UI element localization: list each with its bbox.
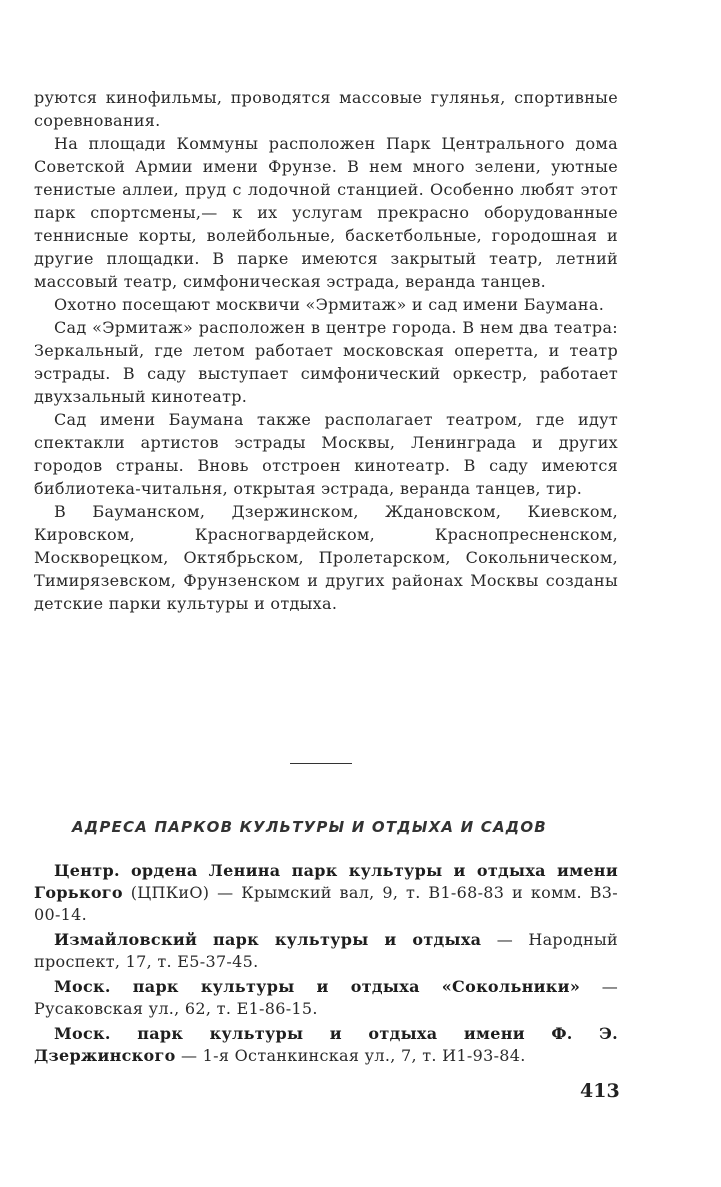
park-name: Моск. парк культуры и отдыха имени Ф. Э. Дзержинского (34, 1024, 618, 1065)
park-name: Центр. ордена Ленина парк культуры и отдыха имени Горького (34, 861, 618, 902)
park-address: (ЦПКиО) — Крымский вал, 9, т. В1-68-83 и комм. В3-00-14. (34, 883, 618, 924)
park-address: — Русаковская ул., 62, т. Е1-86-15. (34, 977, 618, 1018)
paragraph-visitors: Охотно посещают москвичи «Эрмитаж» и сад имени Баумана. (54, 295, 605, 314)
section-divider (290, 763, 352, 764)
body-text (34, 86, 618, 615)
address-entry (34, 1023, 618, 1067)
section-heading: АДРЕСА ПАРКОВ КУЛЬТУРЫ И ОТДЫХА И САДОВ (72, 818, 547, 836)
park-address: — Народный проспект, 17, т. Е5-37-45. (34, 930, 619, 971)
park-address: — 1-я Останкинская ул., 7, т. И1-93-84. (180, 1046, 526, 1065)
address-list (34, 860, 618, 1070)
address-entry (34, 929, 618, 973)
paragraph-frunze-park: На площади Коммуны расположен Парк Центрального дома Советской Армии имени Фрунзе. В нем много зелени, уютные тенистые аллеи, пруд с лодочной станцией. Особенно любят этот парк спортсмены,— к их услугам прекрасно оборудованные теннисные корты, волейбольные, баскетбольные, городошная и другие площадки. В парке имеются закрытый театр, летний массовый театр, симфоническая эстрада, веранда танцев. (34, 134, 618, 291)
paragraph-childrens-parks: В Бауманском, Дзержинском, Ждановском, Киевском, Кировском, Красногвардейском, Краснопресненском, Москворецком, Октябрьском, Пролетарском, Сокольническом, Тимирязевском, Фрунзенском и других районах Москвы созданы детские парки культуры и отдыха. (34, 502, 618, 613)
page-number: 413 (580, 1080, 620, 1102)
paragraph-bauman-garden: Сад имени Баумана также располагает театром, где идут спектакли артистов эстрады Москвы, Ленинграда и других городов страны. Вновь отстроен кинотеатр. В саду имеются библиотека-читальня, открытая эстрада, веранда танцев, тир. (34, 410, 618, 498)
address-entry (34, 976, 618, 1020)
park-name: Моск. парк культуры и отдыха «Сокольники» (54, 977, 581, 996)
address-entry (34, 860, 618, 926)
paragraph-continued: руются кинофильмы, проводятся массовые гулянья, спортивные соревнования. (34, 88, 618, 130)
paragraph-hermitage: Сад «Эрмитаж» расположен в центре города. В нем два театра: Зеркальный, где летом работает московская оперетта, и театр эстрады. В саду выступает симфонический оркестр, работает двухзальный кинотеатр. (34, 318, 618, 406)
park-name: Измайловский парк культуры и отдыха (54, 930, 482, 949)
